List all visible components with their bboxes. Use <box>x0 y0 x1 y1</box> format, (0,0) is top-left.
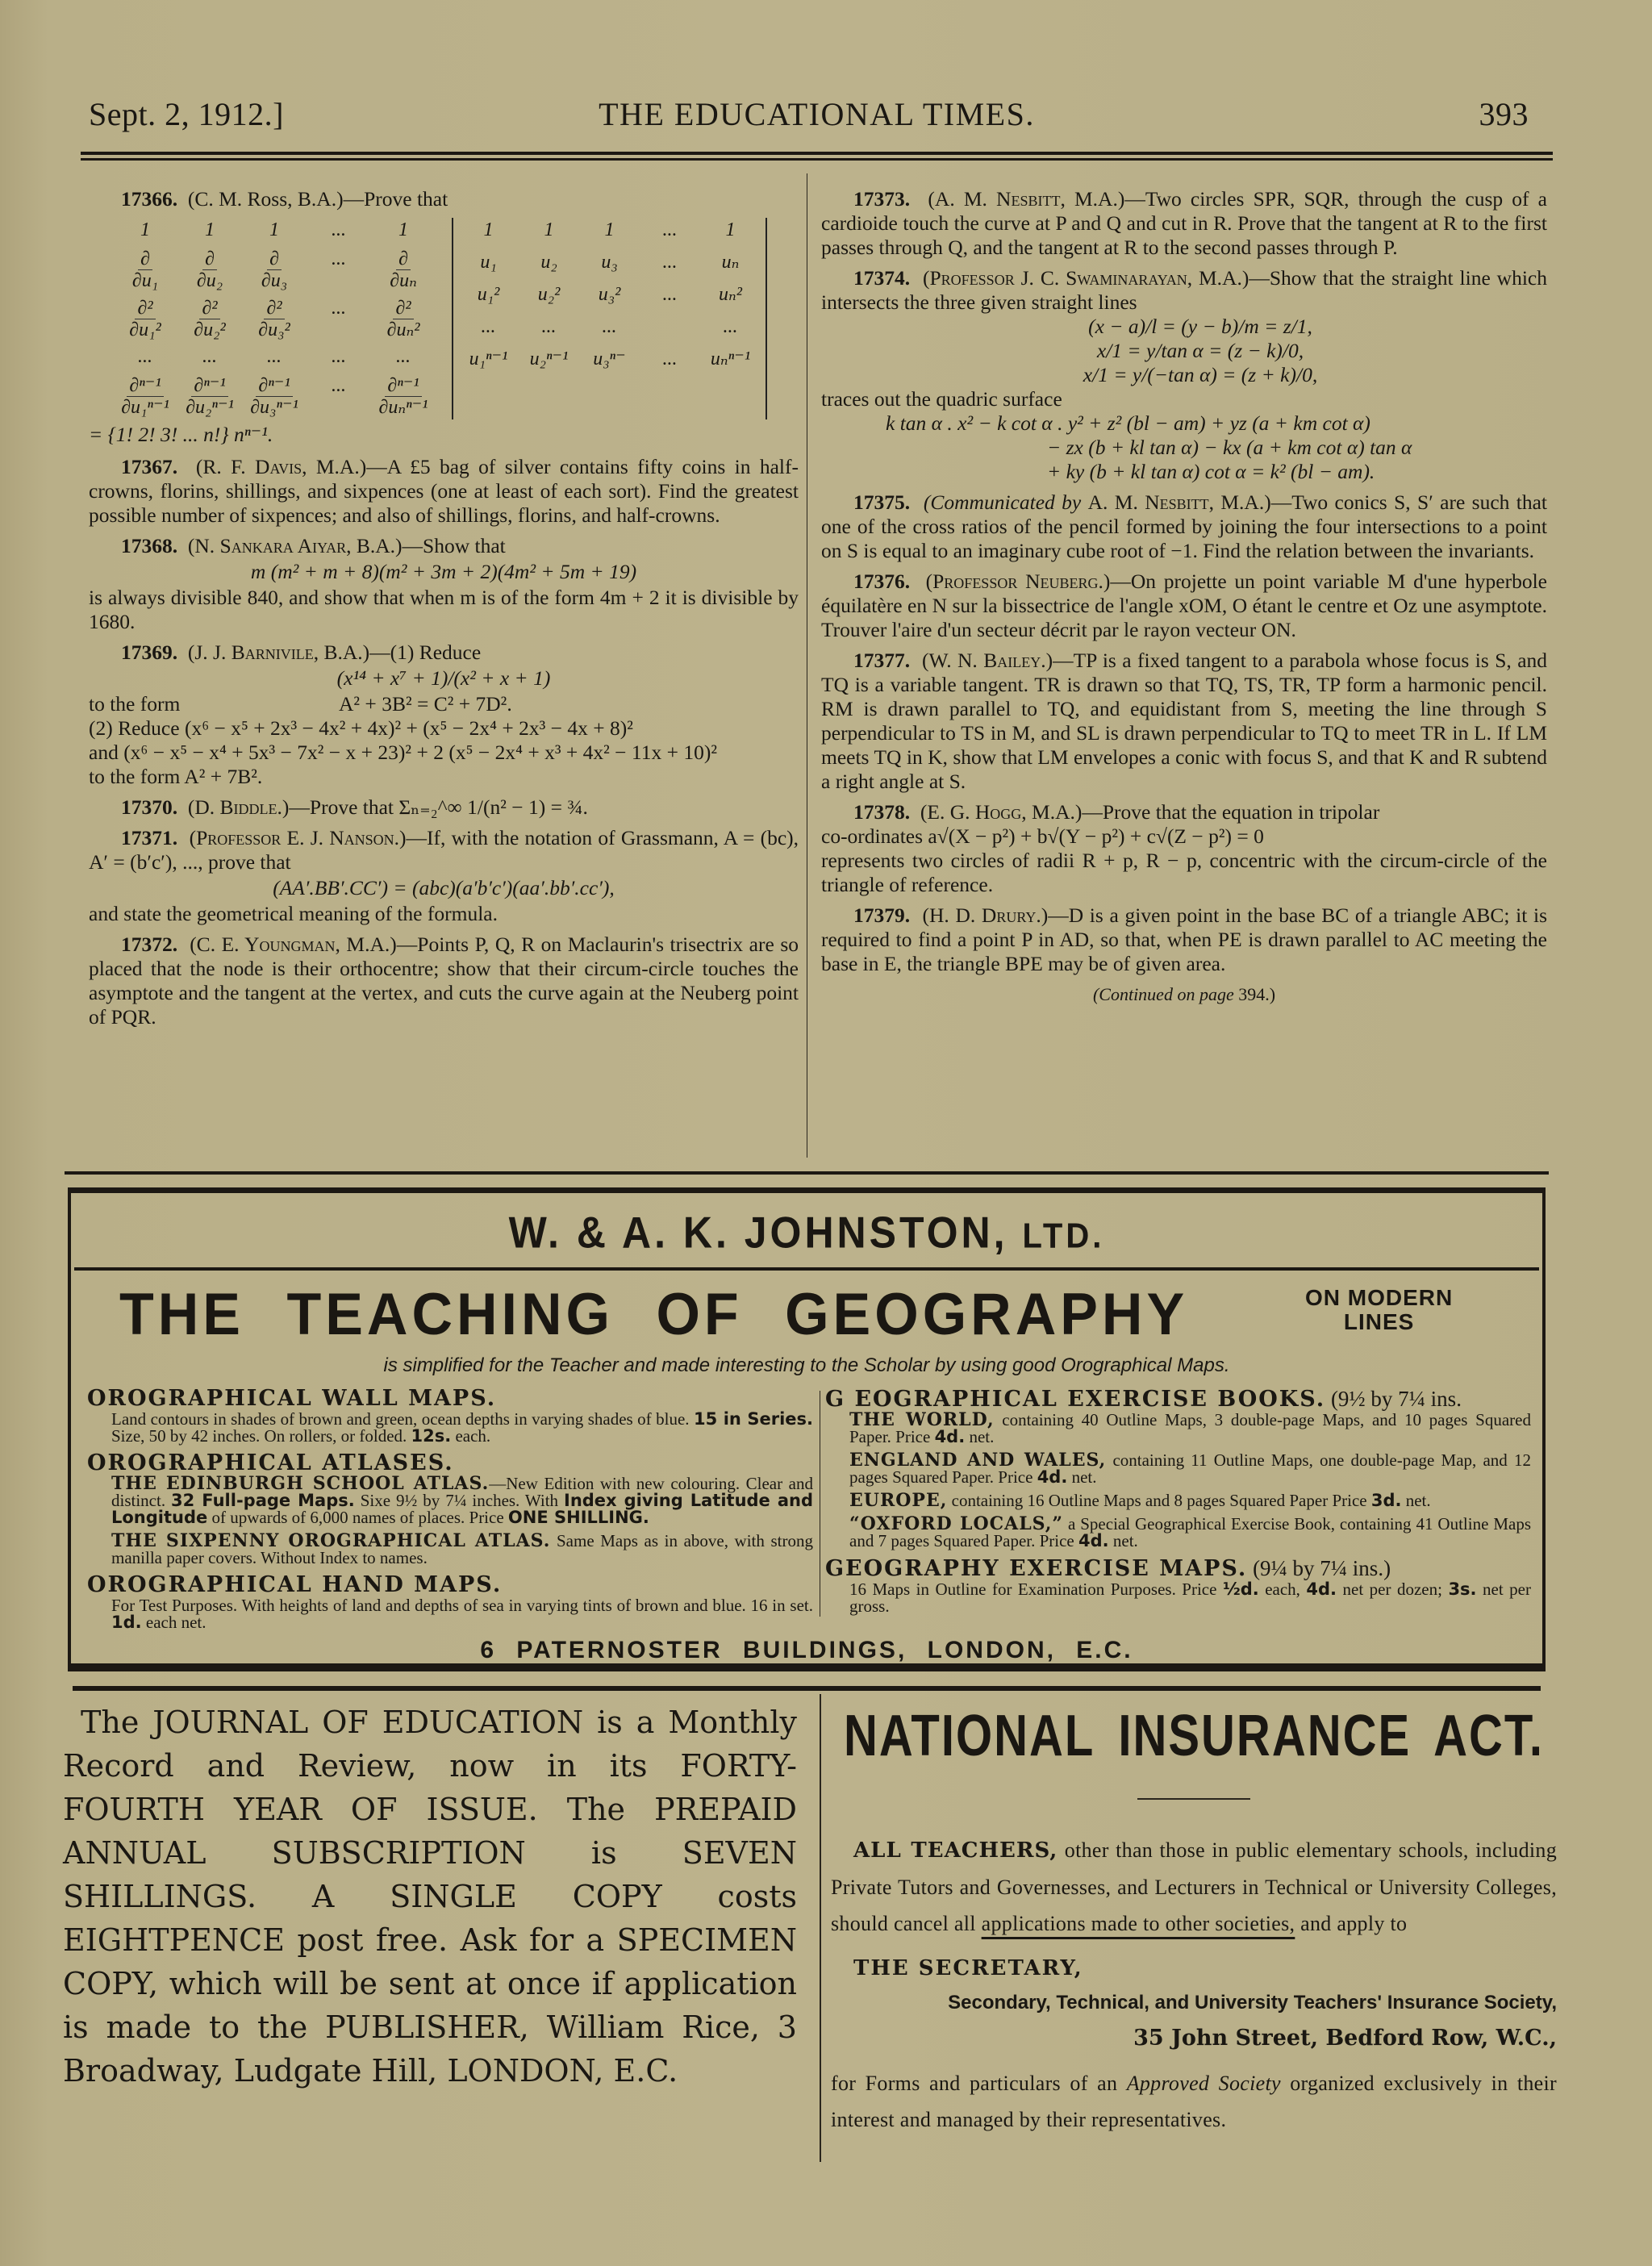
bottom-column-divider <box>820 1694 821 2162</box>
determinant-cell: 1 <box>544 219 554 240</box>
bottom-section-rule <box>73 1686 1541 1691</box>
problems-right-column <box>821 187 1547 1007</box>
determinant-result: = {1! 2! 3! ... n!} nⁿ⁻¹. <box>89 423 273 446</box>
ad-item-text: containing 16 Outline Maps and 8 pages Squared Paper Price <box>947 1491 1371 1510</box>
ad-item <box>849 1581 1531 1615</box>
determinant-cell: $\frac{\text{∂²}}{\text{∂u₃²}}$ <box>258 297 290 340</box>
determinant-left <box>113 218 436 419</box>
determinant-cell: 1 <box>140 219 150 240</box>
company-suffix: LTD. <box>1022 1216 1105 1256</box>
ad-item-text: net per gross. <box>849 1580 1531 1616</box>
determinant-cell: ... <box>332 346 346 368</box>
surface-equation-line: − zx (b + kl tan α) − kx (a + km cot α) tan α <box>1047 436 1412 459</box>
determinant-cell: ... <box>138 346 152 368</box>
determinant-right <box>452 218 767 419</box>
form-equation: A² + 3B² = C² + 7D². <box>339 692 512 716</box>
determinant-cell: ... <box>396 346 411 368</box>
form-label: to the form <box>89 692 181 716</box>
problem-text: —A £5 bag of silver contains fifty coins in half-crowns, florins, shillings, and sixpences (one at least of each sort). Find the greatest possible number of sixpences; and also of shillings, florins, and half-crowns. <box>89 455 799 527</box>
equation-line: x/1 = y/(−tan α) = (z + k)/0, <box>1083 363 1318 386</box>
body-text: other than those in public elementary schools, including Private Tutors and Governesses, and Lecturers in Technical or University Colleges, should cancel all <box>831 1838 1557 1935</box>
heading-note: (9¼ by 7¼ ins.) <box>1247 1556 1391 1580</box>
determinant-cell: u₂² <box>537 284 561 305</box>
ad-item-text: each, <box>1258 1580 1307 1599</box>
form-line <box>89 692 799 716</box>
problem-text: —Prove that <box>343 187 448 211</box>
problem-number: 17371. <box>121 826 178 849</box>
ad-item-text: Size, 50 by 42 inches. On rollers, or folded. <box>111 1426 411 1446</box>
equation-line: (x − a)/l = (y − b)/m = z/1, <box>1088 315 1312 338</box>
problem-text: —On projette un point variable M d'une hyperbole équilatère en N sur la bissectrice de l'angle xOM, O étant le centre et Oz une asymptote. Trouver l'aire d'un secteur décrit par le rayon vecteur ON. <box>821 570 1547 641</box>
problem-text: —If, with the notation of Grassmann, A = (bc), A′ = (b′c′), ..., prove that <box>89 826 799 874</box>
ad-item-text: net. <box>1067 1467 1097 1487</box>
determinant-cell: ... <box>723 316 738 337</box>
johnston-advertisement <box>68 1187 1546 1671</box>
determinant-cell: u₃² <box>598 284 621 305</box>
ad-item-emphasis: 4d. <box>1037 1467 1068 1487</box>
problem-number: 17375. <box>853 490 911 514</box>
ad-tagline: is simplified for the Teacher and made interesting to the Scholar by using good Orographical Maps. <box>383 1354 1230 1376</box>
ad-item-text: of upwards of 6,000 names of places. Price <box>207 1508 508 1527</box>
problem-17373 <box>821 187 1547 260</box>
problem-17371 <box>89 826 799 926</box>
determinant-cell: ... <box>267 346 282 368</box>
heading-note: (9½ by 7¼ ins. <box>1325 1387 1462 1411</box>
problem-number: 17376. <box>853 570 911 593</box>
tail-italic: Approved Society <box>1126 2072 1281 2095</box>
determinant-cell: $\frac{\partial}{\text{∂u₁}}$ <box>131 248 159 291</box>
ad-item-text: For Test Purposes. With heights of land and depths of sea in varying tints of brown and blue. 16 in set. <box>111 1596 813 1615</box>
ad-headline-side <box>1305 1286 1453 1334</box>
lead-bold: ALL TEACHERS, <box>853 1838 1058 1863</box>
problem-text-after: represents two circles of radii R + p, R − p, concentric with the circum-circle of the triangle of reference. <box>821 849 1547 896</box>
ad-item <box>849 1492 1531 1509</box>
ad-item-emphasis: EUROPE, <box>849 1490 948 1511</box>
problem-number: 17370. <box>121 795 178 819</box>
journal-of-education-ad <box>63 1701 797 2093</box>
author-prefix: (Communicated by <box>923 490 1082 514</box>
problem-17367 <box>89 455 799 528</box>
journal-ad-text: The JOURNAL OF EDUCATION is a Monthly Record and Review, now in its FORTY-FOURTH YEAR OF ISSUE. The PREPAID ANNUAL SUBSCRIPTION is SEVEN SHILLINGS. A SINGLE COPY costs EIGHTPENCE post free. Ask for a SPECIMEN COPY, which will be sent at once if application is made to the PUBLISHER, William Rice, 3 Broadway, Ludgate Hill, LONDON, E.C. <box>63 1705 797 2089</box>
ad-item <box>849 1513 1531 1550</box>
determinant-cell: $\frac{\text{∂ⁿ⁻¹}}{\text{∂uₙⁿ⁻¹}}$ <box>378 375 428 419</box>
ad-item-emphasis: THE WORLD, <box>849 1409 995 1430</box>
ad-item-emphasis: 3d. <box>1370 1491 1402 1510</box>
determinant-cell: ... <box>662 348 678 369</box>
problem-text-after: and state the geometrical meaning of the formula. <box>89 902 498 925</box>
determinant-cell: u₁² <box>477 284 500 305</box>
determinant-cell: ... <box>602 316 617 337</box>
determinant-cell <box>640 315 700 339</box>
determinant-equation <box>113 218 799 419</box>
determinant-cell: $\frac{\text{∂²}}{\text{∂u₂²}}$ <box>194 297 226 340</box>
ad-item-text: Land contours in shades of brown and green, ocean depths in varying shades of blue. <box>111 1409 694 1429</box>
ad-item-text: each net. <box>141 1613 206 1632</box>
national-insurance-ad <box>831 1694 1557 2138</box>
problem-author: (W. N. Bailey.) <box>921 649 1053 672</box>
problem-text: —Points P, Q, R on Maclaurin's trisectrix are so placed that the node is their orthocentre; show that their circum-circle touches the asymptote and the tangent at the vertex, and cuts the curve again at the Neuberg point of PQR. <box>89 933 799 1029</box>
ad-item <box>111 1411 813 1445</box>
society-address: 35 John Street, Bedford Row, W.C., <box>1133 2026 1557 2051</box>
determinant-cell: 1 <box>604 219 615 240</box>
determinant-cell: u₂ⁿ⁻¹ <box>529 348 569 369</box>
problem-text-after: is always divisible 840, and show that when m is of the form 4m + 2 it is divisible by 1680. <box>89 586 799 633</box>
ad-headline: THE TEACHING OF GEOGRAPHY <box>119 1281 1189 1347</box>
ad-item <box>111 1597 813 1631</box>
problem-number: 17372. <box>121 933 178 956</box>
surface-equation-line: k tan α . x² − k cot α . y² + z² (bl − am) + yz (a + km cot α) <box>886 411 1370 435</box>
determinant-cell: uₙ² <box>719 284 742 305</box>
determinant-cell: $\frac{\text{∂²}}{\text{∂u₁²}}$ <box>129 297 161 340</box>
problem-17379 <box>821 903 1547 976</box>
problem-17375 <box>821 490 1547 563</box>
problem-text: —TP is a fixed tangent to a parabola whose focus is S, and TQ is a variable tangent. TR is drawn so that TQ, TS, TR, TP form a harmonic pencil. RM is drawn parallel to TQ, and equidistant from S, meeting the line through S perpendicular to TS in M, and SL is drawn perpendicular to TQ to meet TR in L. If LM meets TQ in K, show that LM envelopes a conic with focus S, and that K and R subtend a right angle at S. <box>821 649 1548 793</box>
continued-notice <box>821 983 1547 1007</box>
ad-item-emphasis: 1d. <box>111 1613 142 1632</box>
problem-text: —Show that <box>402 534 506 557</box>
secretary-heading: THE SECRETARY, <box>853 1956 1083 1980</box>
ad-item <box>849 1409 1531 1446</box>
problem-17378 <box>821 800 1547 897</box>
ad-section-heading: OROGRAPHICAL WALL MAPS. <box>87 1386 497 1411</box>
equation-line: x/1 = y/tan α = (z − k)/0, <box>1096 339 1304 362</box>
determinant-cell: ... <box>332 219 346 240</box>
ad-item <box>849 1452 1531 1486</box>
headline-side-line: ON MODERN <box>1305 1285 1454 1310</box>
society-name: Secondary, Technical, and University Teachers' Insurance Society, <box>948 1992 1557 2014</box>
problem-17366 <box>89 187 799 211</box>
ad-right-column <box>825 1385 1531 1621</box>
problem-number: 17374. <box>853 266 911 290</box>
problem-author: (E. G. Hogg, M.A.) <box>920 800 1083 824</box>
determinant-cell: ... <box>541 316 557 337</box>
determinant-cell: u₃ⁿ⁻ <box>593 348 626 369</box>
problem-author: (Professor E. J. Nanson.) <box>189 826 407 849</box>
ad-item <box>111 1530 813 1567</box>
problem-17368 <box>89 534 799 634</box>
determinant-cell: ... <box>662 219 678 240</box>
equation: m (m² + m + 8)(m² + 3m + 2)(4m² + 5m + 19) <box>250 560 637 583</box>
ad-item-emphasis: Index giving Latitude and Longitude <box>111 1491 813 1527</box>
determinant-cell: u₃ <box>601 252 618 273</box>
problem-text: —D is a given point in the base BC of a triangle ABC; it is required to find a point P in AD, so that, when PE is drawn parallel to AC meeting the base in E, the triangle BPE may be of given area. <box>821 903 1548 975</box>
determinant-cell: ... <box>332 375 346 397</box>
body-end: and apply to <box>1295 1912 1408 1935</box>
determinant-cell: $\frac{\partial}{\text{∂u₂}}$ <box>196 248 223 291</box>
determinant-cell: $\frac{\text{∂ⁿ⁻¹}}{\text{∂u₁ⁿ⁻¹}}$ <box>121 375 169 419</box>
problem-number: 17366. <box>121 187 178 211</box>
ad-item-text: containing 11 Outline Maps, one double-page Map, and 12 pages Squared Paper. Price <box>849 1450 1531 1487</box>
issue-date: Sept. 2, 1912.] <box>89 96 284 132</box>
equation: (AA′.BB′.CC′) = (abc)(a′b′c′)(aa′.bb′.cc′), <box>273 876 615 899</box>
ad-separator <box>74 1267 1539 1271</box>
determinant-cell: 1 <box>269 219 279 240</box>
ad-item-text: a Special Geographical Exercise Book, containing 41 Outline Maps and 7 pages Squared Paper. Price <box>849 1514 1531 1550</box>
determinant-cell: uₙ <box>721 252 740 273</box>
problem-number: 17378. <box>853 800 911 824</box>
tail-text: organized exclusively in their interest and managed by their representatives. <box>831 2072 1557 2131</box>
problem-text-after: traces out the quadric surface <box>821 387 1062 411</box>
equation-line: (2) Reduce (x⁶ − x⁵ + 2x³ − 4x² + 4x)² + (x⁵ − 2x⁴ + 2x³ − 4x + 8)² <box>89 716 633 740</box>
equation-line: to the form A² + 7B². <box>89 765 263 788</box>
determinant-cell: $\frac{\partial}{\text{∂uₙ}}$ <box>390 248 417 291</box>
problem-author: (J. J. Barnivile, B.A.) <box>187 641 370 664</box>
page-number: 393 <box>1479 96 1529 132</box>
ad-item-text: 16 Maps in Outline for Examination Purposes. Price <box>849 1580 1223 1599</box>
determinant-cell: 1 <box>398 219 408 240</box>
ad-item-emphasis: 3s. <box>1448 1580 1477 1599</box>
determinant-cell: u₁ <box>480 252 497 273</box>
ad-item-emphasis: THE SIXPENNY OROGRAPHICAL ATLAS. <box>111 1530 551 1551</box>
problem-17376 <box>821 570 1547 642</box>
title-rule <box>1137 1798 1250 1800</box>
determinant-cell: $\frac{\text{∂ⁿ⁻¹}}{\text{∂u₂ⁿ⁻¹}}$ <box>186 375 234 419</box>
ad-section-heading: GEOGRAPHY EXERCISE MAPS. (9¼ by 7¼ ins.) <box>825 1556 1391 1581</box>
problem-author: (Professor Neuberg.) <box>925 570 1111 593</box>
problem-author: (Professor J. C. Swaminarayan, M.A.) <box>922 266 1249 290</box>
surface-equation-line: + ky (b + kl tan α) cot α = k² (bl − am). <box>1047 460 1375 483</box>
tail-text: for Forms and particulars of an <box>831 2072 1127 2095</box>
determinant-cell: ... <box>202 346 217 368</box>
problem-17369 <box>89 641 799 789</box>
problem-author: (R. F. Davis, M.A.) <box>195 455 367 478</box>
ad-item-emphasis: 4d. <box>934 1427 966 1446</box>
determinant-cell: $\frac{\partial}{\text{∂u₃}}$ <box>261 248 288 291</box>
problem-number: 17367. <box>121 455 178 478</box>
problem-17377 <box>821 649 1547 794</box>
problem-number: 17377. <box>853 649 911 672</box>
ad-item-text: containing 40 Outline Maps, 3 double-page Maps, and 10 pages Squared Paper. Price <box>849 1410 1531 1446</box>
ad-item-text: net. <box>1108 1531 1138 1550</box>
ad-item-emphasis: 15 in Series. <box>693 1409 813 1429</box>
ad-item-emphasis: 4d. <box>1078 1531 1109 1550</box>
ad-item-text: Same Maps as in above, with strong manilla paper covers. Without Index to names. <box>111 1531 813 1567</box>
problem-author: (C. M. Ross, B.A.) <box>187 187 344 211</box>
equation-line: and (x⁶ − x⁵ − x⁴ + 5x³ − 7x² − x + 23)² + 2 (x⁵ − 2x⁴ + x³ + 4x² − 11x + 10)² <box>89 741 717 764</box>
problem-text: —Prove that Σₙ₌₂^∞ 1/(n² − 1) = ¾. <box>289 795 588 819</box>
problem-author: (C. E. Youngman, M.A.) <box>190 933 397 956</box>
insurance-ad-body <box>831 1832 1557 1942</box>
ad-item-emphasis: ENGLAND AND WALES, <box>849 1450 1107 1471</box>
ad-section-heading: G EOGRAPHICAL EXERCISE BOOKS. (9½ by 7¼ ins. <box>825 1387 1462 1412</box>
page-header <box>81 95 1553 144</box>
problem-author: (A. M. Nesbitt, M.A.) <box>928 187 1125 211</box>
ad-section-heading: OROGRAPHICAL ATLASES. <box>87 1450 454 1475</box>
ad-item-text: Sixe 9½ by 7¼ inches. With <box>354 1491 565 1510</box>
problem-number: 17379. <box>853 903 911 927</box>
determinant-cell: u₂ <box>540 252 557 273</box>
determinant-cell: 1 <box>725 219 736 240</box>
determinant-cell: ... <box>332 297 346 319</box>
ad-item-text: each. <box>451 1426 491 1446</box>
insurance-ad-tail <box>831 2065 1557 2138</box>
ad-item-emphasis: 12s. <box>411 1426 452 1446</box>
determinant-cell: $\frac{\text{∂²}}{\text{∂uₙ²}}$ <box>386 297 420 340</box>
insurance-ad-title: NATIONAL INSURANCE ACT. <box>843 1702 1545 1769</box>
company-name: W. & A. K. JOHNSTON, <box>508 1208 1008 1258</box>
problem-author: (D. Biddle.) <box>187 795 290 819</box>
problem-author: (N. Sankara Aiyar, B.A.) <box>187 534 403 557</box>
determinant-cell: 1 <box>483 219 494 240</box>
ad-item-emphasis: 4d. <box>1306 1580 1337 1599</box>
problem-author: (H. D. Drury.) <box>922 903 1049 927</box>
problem-text: —Prove that the equation in tripolar <box>1082 800 1380 824</box>
problem-17374 <box>821 266 1547 484</box>
determinant-cell: ... <box>481 316 496 337</box>
headline-side-line: LINES <box>1343 1309 1415 1334</box>
ad-item-emphasis: THE EDINBURGH SCHOOL ATLAS. <box>111 1473 490 1494</box>
ad-item-text: net. <box>1401 1491 1431 1510</box>
problem-number: 17368. <box>121 534 178 557</box>
problem-text: —Show that the straight line which intersects the three given straight lines <box>821 266 1548 314</box>
ad-item-emphasis: ONE SHILLING. <box>507 1508 649 1527</box>
ad-left-column <box>87 1385 813 1638</box>
determinant-cell: ... <box>662 284 678 305</box>
equation-line: co-ordinates a√(X − p²) + b√(Y − p²) + c√(Z − p²) = 0 <box>821 824 1264 848</box>
problem-number: 17369. <box>121 641 178 664</box>
determinant-cell: ... <box>662 252 678 273</box>
ad-item-text: net. <box>965 1427 995 1446</box>
underlined-text: applications made to other societies, <box>981 1912 1295 1935</box>
ad-item-text: —New Edition with new colouring. Clear and distinct. <box>111 1474 813 1510</box>
ad-item <box>111 1475 813 1526</box>
problem-text: —(1) Reduce <box>369 641 482 664</box>
determinant-cell: 1 <box>205 219 215 240</box>
determinant-cell: u₁ⁿ⁻¹ <box>469 348 508 369</box>
ad-item-emphasis: ½d. <box>1222 1580 1259 1599</box>
header-double-rule <box>81 152 1553 161</box>
problem-text: —Two conics S, S′ are such that one of the cross ratios of the pencil formed by joining the four intersections to a point on S is equal to an imaginary cube root of −1. Find the relation between the invariants. <box>821 490 1548 562</box>
determinant-cell: $\frac{\text{∂ⁿ⁻¹}}{\text{∂u₃ⁿ⁻¹}}$ <box>250 375 298 419</box>
continued-page: 394.) <box>1238 984 1276 1004</box>
problem-17372 <box>89 933 799 1029</box>
problem-number: 17373. <box>853 187 911 211</box>
problem-text: —Two circles SPR, SQR, through the cusp of a cardioide touch the curve at P and Q and cut in R. Prove that the tangent at R to the first passes through Q, and the tangent at R to the second passes through P. <box>821 187 1547 259</box>
ad-item-text: net per dozen; <box>1337 1580 1449 1599</box>
ad-item-emphasis: 32 Full-page Maps. <box>171 1491 355 1510</box>
publication-title: THE EDUCATIONAL TIMES. <box>599 96 1035 132</box>
ad-top-rule <box>65 1171 1549 1175</box>
ad-item-emphasis: “OXFORD LOCALS,” <box>849 1513 1064 1534</box>
problem-author: A. M. Nesbitt, M.A.) <box>1087 490 1271 514</box>
ad-section-heading: OROGRAPHICAL HAND MAPS. <box>87 1572 503 1597</box>
continued-label: (Continued on page <box>1092 984 1234 1004</box>
ad-company-name <box>71 1207 1542 1258</box>
problems-left-column <box>89 187 799 1036</box>
ad-address: 6 PATERNOSTER BUILDINGS, LONDON, E.C. <box>480 1637 1133 1663</box>
determinant-cell: ... <box>332 248 346 269</box>
problem-17370 <box>89 795 799 820</box>
equation: (x¹⁴ + x⁷ + 1)/(x² + x + 1) <box>336 666 551 690</box>
determinant-cell: uₙⁿ⁻¹ <box>710 348 751 369</box>
